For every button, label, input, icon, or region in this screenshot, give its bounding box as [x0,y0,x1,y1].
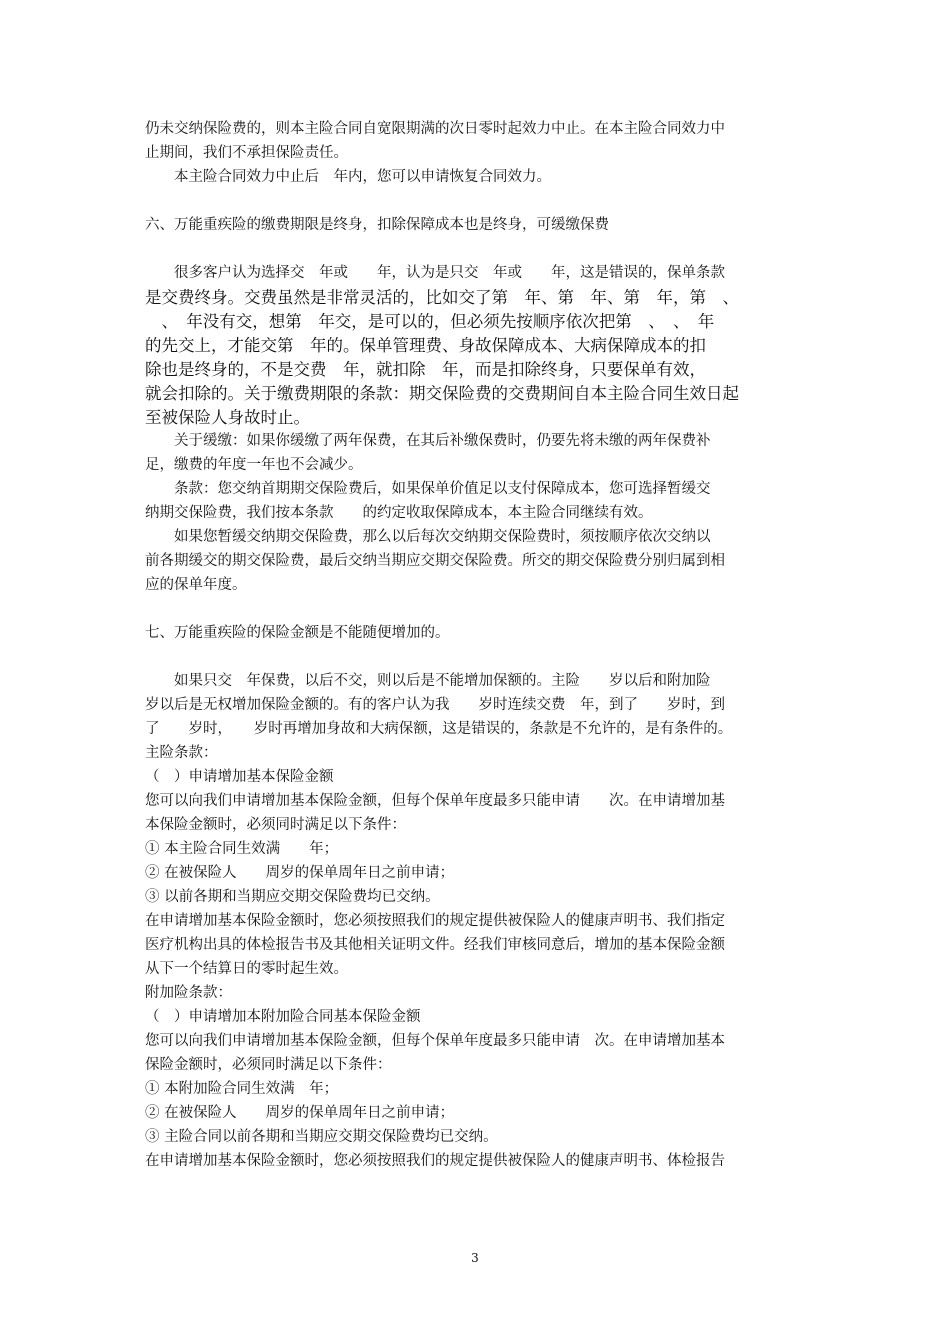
text-line: 如果只交 年保费，以后不交，则以后是不能增加保额的。主险 岁以后和附加险 [145,673,711,689]
text-line: 在申请增加基本保险金额时，您必须按照我们的规定提供被保险人的健康声明书、体检报告 [145,1153,725,1169]
page-number: 3 [471,1251,479,1265]
text-line: 就会扣除的。关于缴费期限的条款：期交保险费的交费期间自本主险合同生效日起 [145,384,739,403]
text-line: 六、万能重疾险的缴费期限是终身，扣除保障成本也是终身，可缓缴保费 [145,217,609,233]
text-line: 了 岁时， 岁时再增加身故和大病保额，这是错误的，条款是不允许的，是有条件的。 [145,721,733,737]
text-line: ③ 以前各期和当期应交期交保险费均已交纳。 [145,889,440,905]
text-line: 除也是终身的，不是交费 年，就扣除 年，而是扣除终身，只要保单有效， [145,360,706,379]
text-line: 应的保单年度。 [145,577,247,593]
text-line: 、 年没有交，想第 年交，是可以的，但必须先按顺序依次把第 、 、 年 [145,312,715,331]
text-line: 关于缓缴：如果你缓缴了两年保费，在其后补缴保费时，仍要先将未缴的两年保费补 [145,433,711,449]
text-line: 止期间，我们不承担保险责任。 [145,145,348,161]
text-line: ② 在被保险人 周岁的保单周年日之前申请； [145,865,455,881]
text-line: 您可以向我们申请增加基本保险金额，但每个保单年度最多只能申请 次。在申请增加基本 [145,1033,725,1049]
text-line: 本保险金额时，必须同时满足以下条件： [145,817,406,833]
text-line: 仍未交纳保险费的，则本主险合同自宽限期满的次日零时起效力中止。在本主险合同效力中 [145,121,725,137]
text-line: 保险金额时，必须同时满足以下条件： [145,1057,392,1073]
text-line: 纳期交保险费，我们按本条款 的约定收取保障成本，本主险合同继续有效。 [145,505,653,521]
text-line: 至被保险人身故时止。 [145,408,310,427]
text-line: 本主险合同效力中止后 年内，您可以申请恢复合同效力。 [145,169,551,185]
text-line: 医疗机构出具的体检报告书及其他相关证明文件。经我们审核同意后，增加的基本保险金额 [145,937,725,953]
text-line: 七、万能重疾险的保险金额是不能随便增加的。 [145,625,450,641]
text-line: 是交费终身。交费虽然是非常灵活的，比如交了第 年、第 年、第 年，第 、 [145,288,739,307]
text-line: （ ）申请增加本附加险合同基本保险金额 [145,1009,421,1025]
text-line: 如果您暂缓交纳期交保险费，那么以后每次交纳期交保险费时，须按顺序依次交纳以 [145,529,711,545]
text-line: ② 在被保险人 周岁的保单周年日之前申请； [145,1105,455,1121]
text-line: （ ）申请增加基本保险金额 [145,769,334,785]
text-line: 您可以向我们申请增加基本保险金额，但每个保单年度最多只能申请 次。在申请增加基 [145,793,725,809]
text-line: ① 本主险合同生效满 年； [145,841,339,857]
text-line: ③ 主险合同以前各期和当期应交期交保险费均已交纳。 [145,1129,498,1145]
text-line: 岁以后是无权增加保险金额的。有的客户认为我 岁时连续交费 年，到了 岁时，到 [145,697,725,713]
text-line: 足，缴费的年度一年也不会减少。 [145,457,363,473]
text-line: 主险条款： [145,745,218,761]
text-line: 从下一个结算日的零时起生效。 [145,961,348,977]
text-line: 很多客户认为选择交 年或 年，认为是只交 年或 年，这是错误的，保单条款 [145,265,725,281]
text-line: 条款：您交纳首期期交保险费后，如果保单价值足以支付保障成本，您可选择暂缓交 [145,481,711,497]
text-line: 的先交上，才能交第 年的。保单管理费、身故保障成本、大病保障成本的扣 [145,336,706,355]
text-line: 在申请增加基本保险金额时，您必须按照我们的规定提供被保险人的健康声明书、我们指定 [145,913,725,929]
text-line: 附加险条款： [145,985,232,1001]
text-line: 前各期缓交的期交保险费，最后交纳当期应交期交保险费。所交的期交保险费分别归属到相 [145,553,725,569]
text-line: ① 本附加险合同生效满 年； [145,1081,339,1097]
